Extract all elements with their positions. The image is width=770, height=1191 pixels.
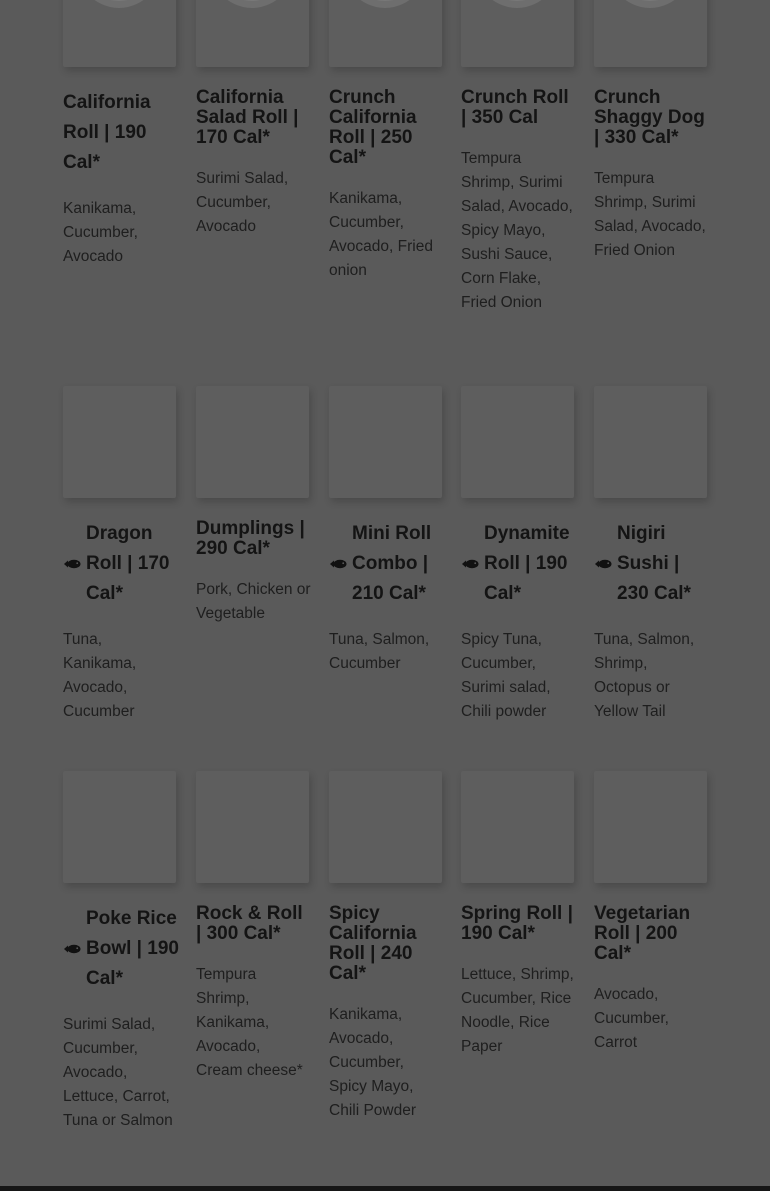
- item-description: Lettuce, Shrimp, Cucumber, Rice Noodle, Rice Paper: [461, 966, 574, 1055]
- item-title: Nigiri Sushi | 230 Cal*: [617, 523, 691, 604]
- item-description: Tuna, Salmon, Cucumber: [329, 631, 430, 672]
- dragon-roll-photo: [63, 386, 176, 498]
- item-title: Spring Roll | 190 Cal*: [461, 903, 573, 944]
- sushi-roll-illustration: [71, 0, 168, 12]
- fish-icon: [329, 557, 347, 571]
- sushi-roll-illustration: [602, 0, 699, 12]
- item-title: Vegetarian Roll | 200 Cal*: [594, 903, 691, 964]
- item-title: Rock & Roll | 300 Cal*: [196, 903, 303, 944]
- item-description: Kanikama, Cucumber, Avocado, Fried onion: [329, 190, 433, 279]
- spring-roll-photo: [461, 771, 574, 883]
- item-description: Surimi Salad, Cucumber, Avocado: [196, 170, 289, 235]
- item-description: Kanikama, Cucumber, Avocado: [63, 200, 138, 265]
- item-description: Tuna, Kanikama, Avocado, Cucumber: [63, 631, 137, 720]
- item-title: Crunch Shaggy Dog | 330 Cal*: [594, 87, 705, 148]
- vegetarian-roll-photo: [594, 771, 707, 883]
- item-title: California Roll | 190 Cal*: [63, 92, 151, 173]
- sushi-roll-illustration: [469, 0, 566, 12]
- item-description: Kanikama, Avocado, Cucumber, Spicy Mayo, Chili Powder: [329, 1006, 417, 1119]
- sushi-roll-illustration: [337, 0, 434, 12]
- item-title: Dumplings | 290 Cal*: [196, 518, 305, 559]
- item-description: Spicy Tuna, Cucumber, Surimi salad, Chili powder: [461, 631, 551, 720]
- item-title: Mini Roll Combo | 210 Cal*: [352, 523, 432, 604]
- item-description: Tempura Shrimp, Surimi Salad, Avocado, Spicy Mayo, Sushi Sauce, Corn Flake, Fried Onion: [461, 150, 573, 311]
- fish-icon: [63, 942, 81, 956]
- item-title: California Salad Roll | 170 Cal*: [196, 87, 299, 148]
- item-description: Pork, Chicken or Vegetable: [196, 581, 311, 622]
- crunch-california-roll-photo: [329, 0, 442, 67]
- crunch-shaggy-dog-photo: [594, 0, 707, 67]
- item-title: Crunch Roll | 350 Cal: [461, 87, 569, 128]
- item-title: Spicy California Roll | 240 Cal*: [329, 903, 417, 984]
- item-description: Surimi Salad, Cucumber, Avocado, Lettuce, Carrot, Tuna or Salmon: [63, 1016, 173, 1129]
- item-title: Poke Rice Bowl | 190 Cal*: [86, 908, 179, 989]
- poke-rice-bowl-photo: [63, 771, 176, 883]
- item-title: Dragon Roll | 170 Cal*: [86, 523, 170, 604]
- mini-roll-combo-photo: [329, 386, 442, 498]
- rock-and-roll-photo: [196, 771, 309, 883]
- fish-icon: [594, 557, 612, 571]
- item-description: Tempura Shrimp, Surimi Salad, Avocado, Fried Onion: [594, 170, 706, 259]
- fish-icon: [461, 557, 479, 571]
- nigiri-sushi-photo: [594, 386, 707, 498]
- footer-divider: [0, 1186, 770, 1191]
- spicy-california-roll-photo: [329, 771, 442, 883]
- fish-icon: [63, 557, 81, 571]
- crunch-roll-photo: [461, 0, 574, 67]
- item-description: Tempura Shrimp, Kanikama, Avocado, Cream cheese*: [196, 966, 303, 1079]
- california-salad-roll-photo: [196, 0, 309, 67]
- item-description: Avocado, Cucumber, Carrot: [594, 986, 669, 1051]
- california-roll-photo: [63, 0, 176, 67]
- item-title: Dynamite Roll | 190 Cal*: [484, 523, 570, 604]
- item-title: Crunch California Roll | 250 Cal*: [329, 87, 417, 168]
- dynamite-roll-photo: [461, 386, 574, 498]
- item-description: Tuna, Salmon, Shrimp, Octopus or Yellow Tail: [594, 631, 695, 720]
- sushi-roll-illustration: [204, 0, 301, 12]
- dumplings-photo: [196, 386, 309, 498]
